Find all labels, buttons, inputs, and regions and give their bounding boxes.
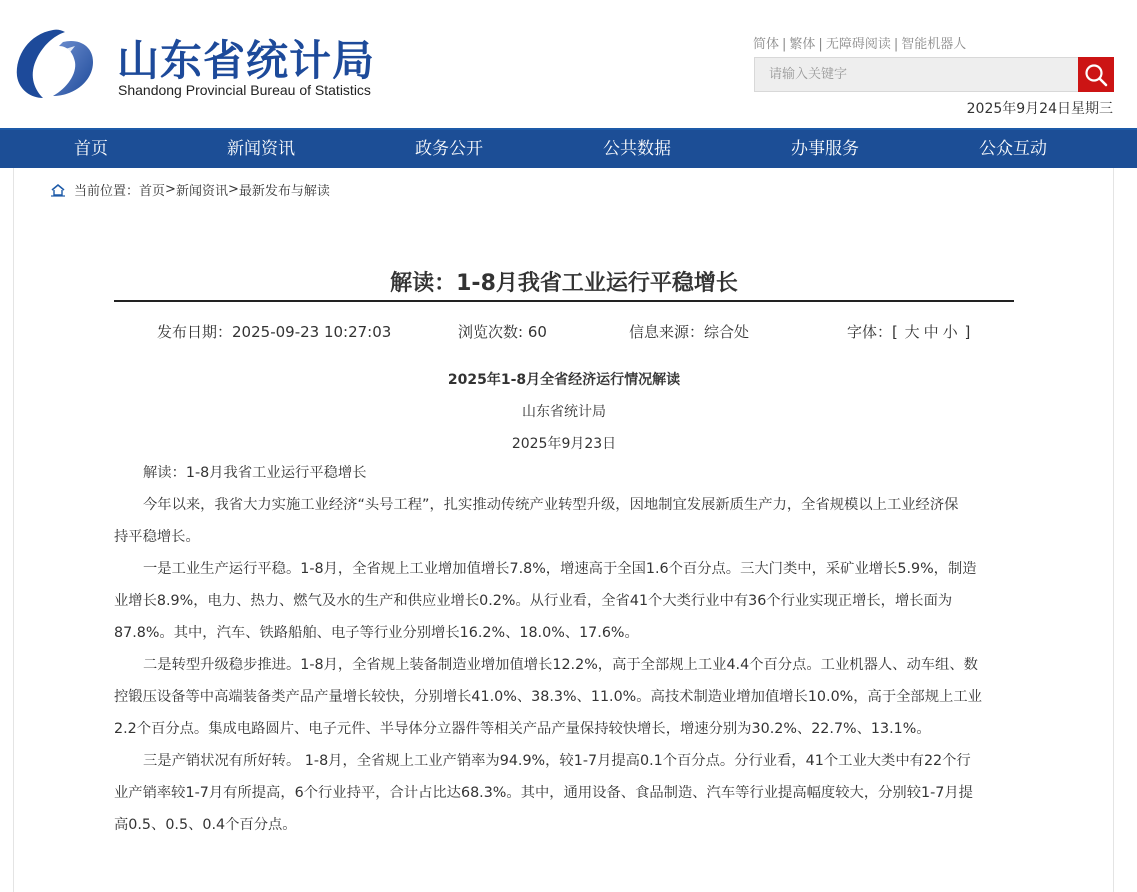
view-count: 浏览次数: 60 <box>458 323 547 341</box>
breadcrumb <box>50 180 330 199</box>
article-paragraph: 二是转型升级稳步推进。1-8月，全省规上装备制造业增加值增长12.2%，高于全部规上工业4.4个百分点。工业机器人、动车组、数 控锻压设备等中高端装备类产品产量增长较快，分别增长41.0%、38.3%、11.0%。高技术制造业增加值增长10.0%，高于全部规上工业 2.2个百分点。集成电路圆片、电子元件、半导体分立器件等相关产品产量保持较快增长，增速分别为30.2%、22.7%、13.1%。 <box>114 657 982 737</box>
title-divider <box>114 300 1014 302</box>
search-icon <box>1084 63 1108 87</box>
search-button[interactable] <box>1078 57 1114 92</box>
home-icon <box>50 183 66 197</box>
search-input[interactable] <box>754 57 1079 92</box>
publish-date: 发布日期：2025-09-23 10:27:03 <box>157 323 392 341</box>
nav-item-public-interaction[interactable]: 公众互动 <box>979 139 1047 159</box>
breadcrumb-separator: > <box>165 182 176 197</box>
article-paragraph: 今年以来，我省大力实施工业经济“头号工程”，扎实推动传统产业转型升级，因地制宜发展新质生产力，全省规模以上工业经济保 持平稳增长。 <box>114 497 959 545</box>
accessibility-link[interactable]: 无障碍阅读 <box>825 37 891 52</box>
site-name-en: Shandong Provincial Bureau of Statistics <box>118 82 371 98</box>
top-links: 简体 | 繁体 | 无障碍阅读 | 智能机器人 <box>753 37 967 52</box>
article-paragraph: 解读：1-8月我省工业运行平稳增长 <box>143 465 367 481</box>
info-source: 信息来源：综合处 <box>629 323 750 341</box>
breadcrumb-news[interactable]: 新闻资讯 <box>175 184 228 199</box>
site-name-cn: 山东省统计局 <box>117 36 376 85</box>
nav-item-news[interactable]: 新闻资讯 <box>227 139 295 159</box>
nav-item-services[interactable]: 办事服务 <box>791 139 859 159</box>
article-title: 解读：1-8月我省工业运行平稳增长 <box>390 271 738 296</box>
article-author: 山东省统计局 <box>522 404 606 420</box>
breadcrumb-latest-releases[interactable]: 最新发布与解读 <box>238 184 330 199</box>
breadcrumb-home[interactable]: 首页 <box>139 184 166 199</box>
article-paragraph: 三是产销状况有所好转。 1-8月，全省规上工业产销率为94.9%，较1-7月提高0.1个百分点。分行业看，41个工业大类中有22个行 业产销率较1-7月有所提高，6个行业持平，合计占比达68.3%。其中，通用设备、食品制造、汽车等行业提高幅度较大，分别较1-7月提 高0.5、0.5、0.4个百分点。 <box>114 753 973 833</box>
article-date: 2025年9月23日 <box>511 436 617 452</box>
font-size-medium[interactable]: 中 <box>923 323 939 341</box>
font-size-small[interactable]: 小 <box>942 323 958 341</box>
breadcrumb-prefix: 当前位置： <box>74 184 140 199</box>
nav-item-home[interactable]: 首页 <box>74 139 108 159</box>
smart-robot-link[interactable]: 智能机器人 <box>901 37 967 52</box>
simplified-chinese-link[interactable]: 简体 <box>753 37 780 52</box>
article-subtitle: 2025年1-8月全省经济运行情况解读 <box>447 372 681 388</box>
nav-item-government-affairs[interactable]: 政务公开 <box>415 139 483 159</box>
font-size-large[interactable]: 大 <box>904 323 920 341</box>
nav-item-public-data[interactable]: 公共数据 <box>603 139 671 159</box>
breadcrumb-separator: > <box>227 182 239 197</box>
article-paragraph: 一是工业生产运行平稳。1-8月，全省规上工业增加值增长7.8%，增速高于全国1.6个百分点。三大门类中，采矿业增长5.9%，制造 业增长8.9%，电力、热力、燃气及水的生产和供应业增长0.2%。从行业看，全省41个大类行业中有36个行业实现正增长，增长面为 87.8%。其中，汽车、铁路船舶、电子等行业分别增长16.2%、18.0%、17.6%。 <box>114 561 977 641</box>
main-nav <box>0 128 1137 168</box>
traditional-chinese-link[interactable]: 繁体 <box>789 37 816 52</box>
font-size-control: 字体：[ 大 中 小 ] <box>847 323 971 341</box>
site-header <box>0 0 1137 128</box>
current-date: 2025年9月24日星期三 <box>966 101 1113 117</box>
bureau-logo-icon[interactable] <box>13 24 95 100</box>
